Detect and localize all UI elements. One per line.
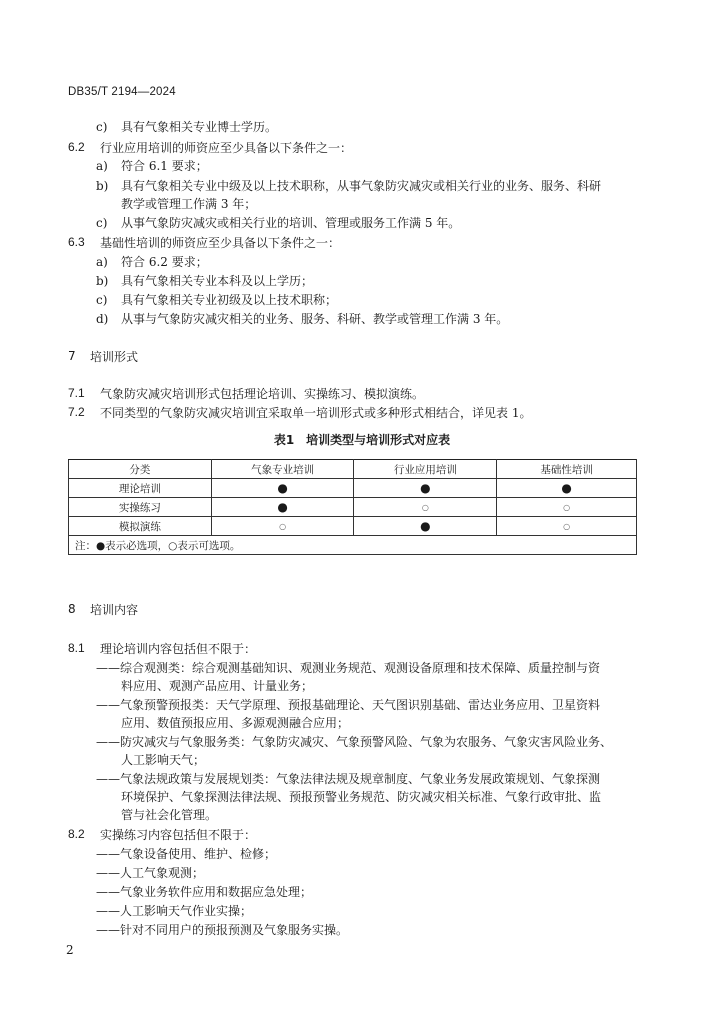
list-item-text: 具有气象相关专业本科及以上学历； — [121, 274, 314, 288]
list-item-text: 教学或管理工作满 3 年； — [121, 197, 257, 211]
table-row — [69, 517, 637, 536]
chapter-7-title: 培训形式 — [90, 350, 139, 364]
table-cell: ● — [211, 479, 354, 498]
table-header-cell: 行业应用培训 — [354, 460, 497, 479]
clause-6-3-title: 基础性培训的师资应至少具备以下条件之一： — [100, 236, 341, 250]
table-cell: ○ — [497, 517, 637, 536]
table-cell: ○ — [497, 498, 637, 517]
dash-item-text: ——气象法规政策与发展规划类：气象法律法规及规章制度、气象业务发展政策规划、气象探测 — [96, 772, 601, 786]
clause-number-8-1: 8.1 — [68, 641, 85, 655]
list-marker: c) — [96, 216, 108, 230]
dash-item-text: 应用、数值预报应用、多源观测融合应用； — [121, 716, 350, 730]
dash-item-text: 环境保护、气象探测法律法规、预报预警业务规范、防灾减灾相关标准、气象行政审批、监 — [121, 790, 602, 804]
table-cell: ○ — [354, 498, 497, 517]
table-header-cell: 分类 — [69, 460, 212, 479]
clause-7-1-text: 气象防灾减灾培训形式包括理论培训、实操练习、模拟演练。 — [100, 387, 425, 401]
table-caption: 表1 培训类型与培训形式对应表 — [273, 433, 451, 447]
table-note-row — [69, 536, 637, 555]
dash-item-text: ——人工气象观测； — [96, 866, 205, 880]
clause-number-6-3: 6.3 — [68, 235, 85, 249]
table-cell: ● — [354, 517, 497, 536]
clause-number-8-2: 8.2 — [68, 827, 85, 841]
dash-item-text: 管与社会化管理。 — [121, 808, 218, 822]
dash-item-text: ——人工影响天气作业实操； — [96, 904, 253, 918]
dash-item-text: 料应用、观测产品应用、计量业务； — [121, 679, 314, 693]
table-cell: ○ — [211, 517, 354, 536]
clause-8-2-text: 实操练习内容包括但不限于： — [100, 828, 257, 842]
chapter-number-8: 8 — [68, 602, 76, 616]
table-row — [69, 479, 637, 498]
row-label: 模拟演练 — [69, 517, 212, 536]
dash-item-text: ——气象设备使用、维护、检修； — [96, 847, 277, 861]
list-item-text: 符合 6.1 要求； — [121, 159, 208, 173]
list-item-text: 具有气象相关专业博士学历。 — [121, 120, 278, 134]
table-cell: ● — [354, 479, 497, 498]
list-item-text: 具有气象相关专业初级及以上技术职称； — [121, 293, 338, 307]
table-note: 注：●表示必选项，○表示可选项。 — [69, 536, 637, 555]
dash-item-text: ——综合观测类：综合观测基础知识、观测业务规范、观测设备原理和技术保障、质量控制与资 — [96, 661, 601, 675]
table-row — [69, 498, 637, 517]
list-marker: a) — [96, 159, 108, 173]
row-label: 实操练习 — [69, 498, 212, 517]
chapter-number-7: 7 — [68, 349, 76, 363]
table-header-cell: 气象专业培训 — [211, 460, 354, 479]
page-number: 2 — [66, 943, 74, 957]
list-item-text: 符合 6.2 要求； — [121, 255, 208, 269]
table-header-cell: 基础性培训 — [497, 460, 637, 479]
clause-number-7-1: 7.1 — [68, 386, 85, 400]
list-marker: b) — [96, 274, 109, 288]
dash-item-text: ——防灾减灾与气象服务类：气象防灾减灾、气象预警风险、气象为农服务、气象灾害风险业务、 — [96, 735, 613, 749]
table-cell: ● — [497, 479, 637, 498]
training-type-table — [68, 459, 637, 555]
clause-number-6-2: 6.2 — [68, 140, 85, 154]
dash-item-text: ——气象预警预报类：天气学原理、预报基础理论、天气图识别基础、雷达业务应用、卫星资料 — [96, 698, 601, 712]
clause-7-2-text: 不同类型的气象防灾减灾培训宜采取单一培训形式或多种形式相结合，详见表 1。 — [100, 406, 532, 420]
list-marker: a) — [96, 255, 108, 269]
table-header-row — [69, 460, 637, 479]
list-marker: d) — [96, 312, 109, 326]
dash-item-text: 人工影响天气； — [121, 753, 206, 767]
chapter-8-title: 培训内容 — [90, 603, 139, 617]
clause-8-1-text: 理论培训内容包括但不限于： — [100, 642, 257, 656]
dash-item-text: ——针对不同用户的预报预测及气象服务实操。 — [96, 923, 349, 937]
dash-item-text: ——气象业务软件应用和数据应急处理； — [96, 885, 313, 899]
list-marker: b) — [96, 179, 109, 193]
list-item-text: 从事与气象防灾减灾相关的业务、服务、科研、教学或管理工作满 3 年。 — [121, 312, 509, 326]
clause-number-7-2: 7.2 — [68, 405, 85, 419]
list-item-text: 从事气象防灾减灾或相关行业的培训、管理或服务工作满 5 年。 — [121, 216, 461, 230]
list-item-text: 具有气象相关专业中级及以上技术职称，从事气象防灾减灾或相关行业的业务、服务、科研 — [121, 179, 602, 193]
table-cell: ● — [211, 498, 354, 517]
list-marker: c) — [96, 120, 108, 134]
clause-6-2-title: 行业应用培训的师资应至少具备以下条件之一： — [100, 141, 353, 155]
list-marker: c) — [96, 293, 108, 307]
standard-code: DB35/T 2194—2024 — [68, 86, 176, 98]
row-label: 理论培训 — [69, 479, 212, 498]
